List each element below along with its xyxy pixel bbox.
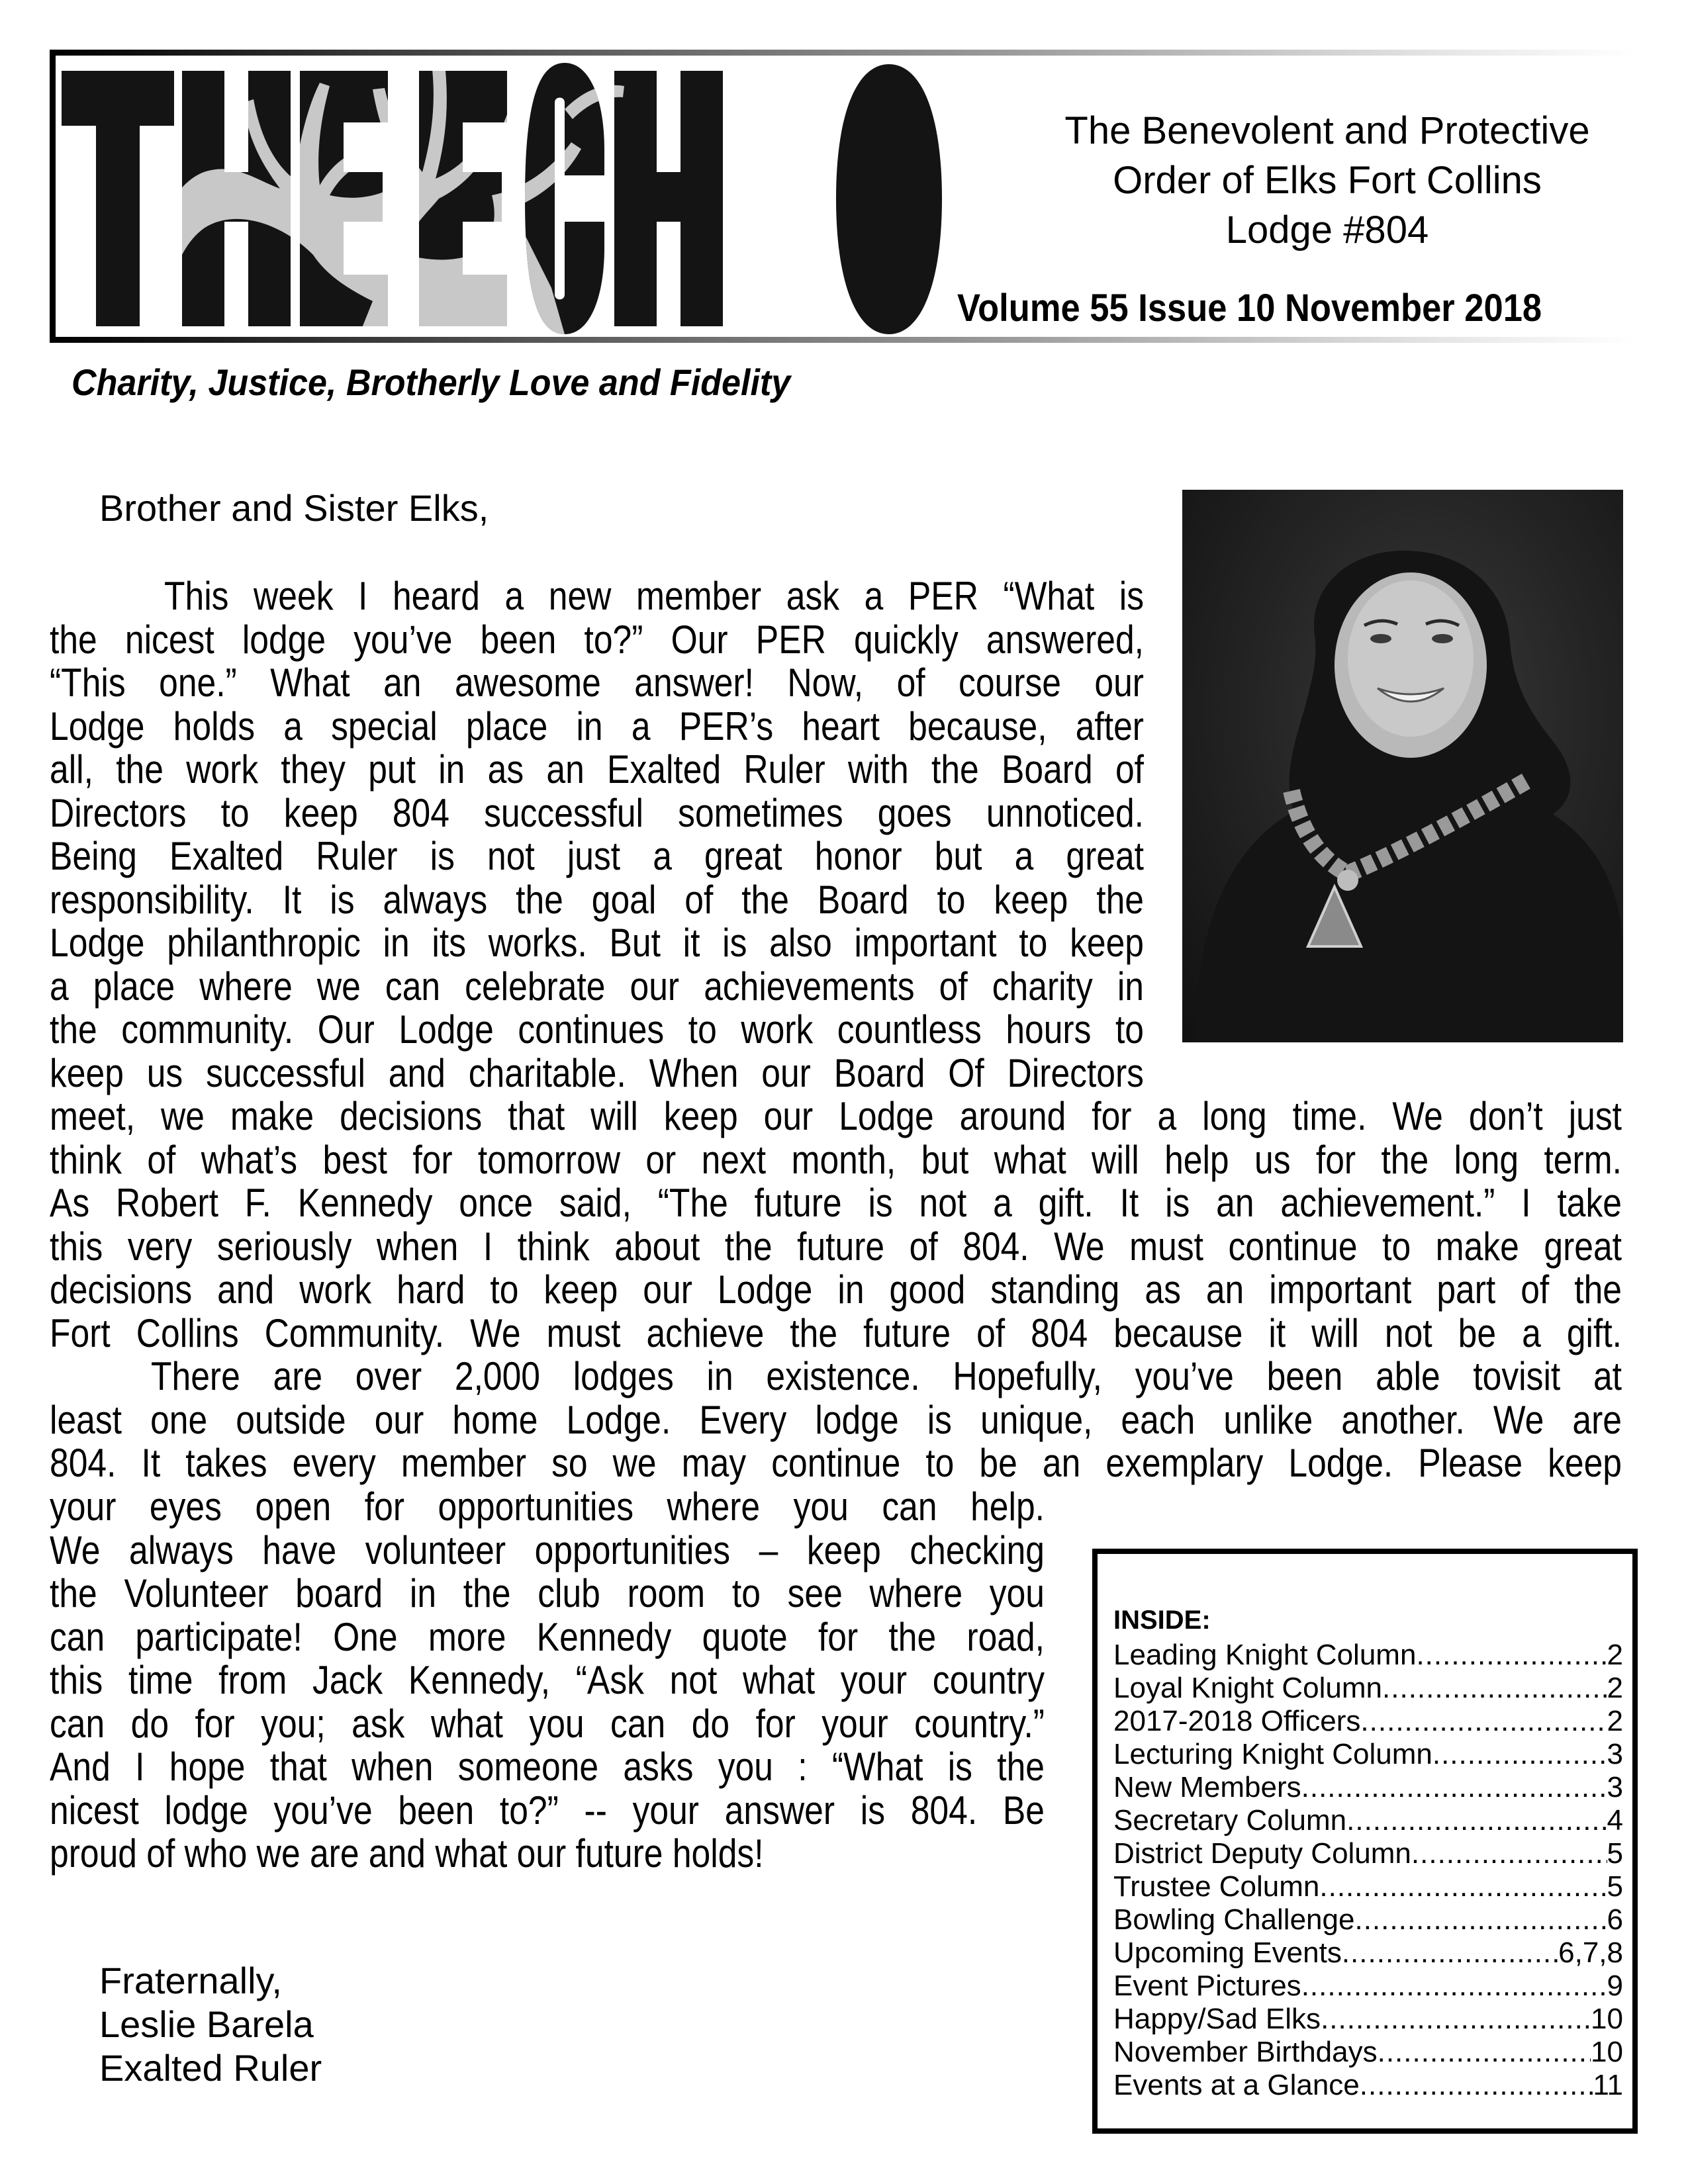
- toc-item-label: Bowling Challenge: [1113, 1903, 1355, 1936]
- greeting: Brother and Sister Elks,: [99, 487, 489, 529]
- letter-line: There are over 2,000 lodges in existence. Hopefully, you’ve been able tovisit at: [151, 1354, 1622, 1398]
- table-of-contents: [1113, 1639, 1623, 2102]
- toc-item-label: Upcoming Events: [1113, 1936, 1342, 1969]
- portrait-image: [1182, 490, 1623, 1042]
- toc-item: [1113, 1705, 1623, 1738]
- letter-line: Directors to keep 804 successful sometimes goes unnoticed.: [50, 790, 1144, 835]
- inside-contents-box: [1092, 1549, 1638, 2134]
- toc-leader-dots: [1301, 1970, 1607, 2003]
- masthead-bottom-rule: [50, 337, 1635, 343]
- toc-leader-dots: [1360, 1705, 1607, 1738]
- toc-item-label: November Birthdays: [1113, 2036, 1378, 2068]
- toc-leader-dots: [1411, 1837, 1607, 1870]
- organization-name: [1029, 106, 1625, 255]
- toc-leader-dots: [1432, 1738, 1607, 1771]
- toc-leader-dots: [1301, 1771, 1607, 1804]
- letter-line: As Robert F. Kennedy once said, “The future is not a gift. It is an achievement.” I take: [50, 1181, 1622, 1225]
- letter-line: meet, we make decisions that will keep our Lodge around for a long time. We don’t just: [50, 1094, 1622, 1138]
- toc-item-page: 6,7,8: [1558, 1936, 1623, 1969]
- toc-item-label: 2017-2018 Officers: [1113, 1705, 1361, 1737]
- signer-title: Exalted Ruler: [99, 2047, 322, 2089]
- toc-item-page: 2: [1607, 1639, 1623, 1671]
- toc-leader-dots: [1382, 1672, 1607, 1705]
- letter-line: can participate! One more Kennedy quote for the road,: [50, 1614, 1045, 1659]
- toc-item-label: Lecturing Knight Column: [1113, 1738, 1432, 1770]
- letter-line: this time from Jack Kennedy, “Ask not what your country: [50, 1658, 1045, 1702]
- volume-issue-date: Volume 55 Issue 10 November 2018: [957, 287, 1542, 330]
- letter-line: Lodge philanthropic in its works. But it is also important to keep: [50, 921, 1144, 965]
- toc-item-page: 5: [1607, 1870, 1623, 1903]
- toc-item-page: 4: [1607, 1804, 1623, 1837]
- toc-item-page: 3: [1607, 1771, 1623, 1803]
- toc-item-page: 2: [1607, 1705, 1623, 1737]
- letter-line: And I hope that when someone asks you : “What is the: [50, 1745, 1045, 1789]
- letter-line: We always have volunteer opportunities – keep checking: [50, 1527, 1045, 1572]
- toc-item: [1113, 1837, 1623, 1870]
- toc-item: [1113, 2003, 1623, 2036]
- toc-item-label: Happy/Sad Elks: [1113, 2003, 1321, 2035]
- letter-line: the nicest lodge you’ve been to?” Our PER quickly answered,: [50, 617, 1144, 662]
- toc-leader-dots: [1321, 2003, 1591, 2036]
- letter-line: Being Exalted Ruler is not just a great honor but a great: [50, 834, 1144, 878]
- toc-item: [1113, 2036, 1623, 2069]
- toc-item-page: 2: [1607, 1672, 1623, 1704]
- letter-line: the Volunteer board in the club room to see where you: [50, 1571, 1045, 1615]
- letter-line: responsibility. It is always the goal of the Board to keep the: [50, 877, 1144, 922]
- toc-leader-dots: [1378, 2036, 1591, 2069]
- exalted-ruler-photo: [1182, 490, 1623, 1042]
- toc-item-label: District Deputy Column: [1113, 1837, 1411, 1870]
- letter-line: keep us successful and charitable. When our Board Of Directors: [50, 1050, 1144, 1095]
- masthead-top-rule: [50, 50, 1635, 56]
- toc-leader-dots: [1342, 1936, 1558, 1970]
- toc-item: [1113, 1639, 1623, 1672]
- letter-line: decisions and work hard to keep our Lodge in good standing as an important part of the: [50, 1267, 1622, 1312]
- letter-line: This week I heard a new member ask a PER “What is: [164, 574, 1144, 618]
- toc-item-page: 3: [1607, 1738, 1623, 1770]
- toc-leader-dots: [1360, 2069, 1593, 2102]
- letter-line: 804. It takes every member so we may continue to be an exemplary Lodge. Please keep: [50, 1441, 1622, 1485]
- inside-title: INSIDE:: [1113, 1606, 1211, 1635]
- toc-item-page: 9: [1607, 1970, 1623, 2002]
- letter-line: can do for you; ask what you can do for your country.”: [50, 1701, 1045, 1746]
- letter-line: proud of who we are and what our future holds!: [50, 1831, 764, 1876]
- signer-name: Leslie Barela: [99, 2003, 314, 2045]
- closing: Fraternally,: [99, 1960, 282, 2001]
- org-line-3: Lodge #804: [1225, 208, 1429, 251]
- toc-item-label: Trustee Column: [1113, 1870, 1320, 1903]
- org-line-1: The Benevolent and Protective: [1064, 109, 1590, 152]
- letter-line: all, the work they put in as an Exalted Ruler with the Board of: [50, 747, 1144, 792]
- toc-leader-dots: [1354, 1903, 1607, 1936]
- toc-item: [1113, 1672, 1623, 1705]
- toc-item-label: Leading Knight Column: [1113, 1639, 1417, 1671]
- toc-item: [1113, 1903, 1623, 1936]
- letter-line: Fort Collins Community. We must achieve the future of 804 because it will not be a gift.: [50, 1310, 1622, 1355]
- masthead: [50, 50, 1638, 349]
- letter-line: the community. Our Lodge continues to work countless hours to: [50, 1007, 1144, 1052]
- toc-item: [1113, 1771, 1623, 1804]
- toc-leader-dots: [1416, 1639, 1607, 1672]
- letter-line: your eyes open for opportunities where you can help.: [50, 1484, 1045, 1529]
- toc-item-label: Secretary Column: [1113, 1804, 1347, 1837]
- toc-item-page: 10: [1591, 2036, 1623, 2068]
- masthead-left-rule: [50, 50, 56, 343]
- letter-line: least one outside our home Lodge. Every lodge is unique, each unlike another. We are: [50, 1397, 1622, 1442]
- toc-item-page: 6: [1607, 1903, 1623, 1936]
- toc-leader-dots: [1346, 1804, 1607, 1837]
- toc-item-label: Event Pictures: [1113, 1970, 1301, 2002]
- letter-line: think of what’s best for tomorrow or next month, but what will help us for the long term.: [50, 1137, 1622, 1182]
- letter-line: this very seriously when I think about the future of 804. We must continue to make great: [50, 1224, 1622, 1269]
- toc-item: [1113, 1804, 1623, 1837]
- toc-item: [1113, 1738, 1623, 1771]
- toc-leader-dots: [1319, 1870, 1607, 1903]
- toc-item-page: 10: [1591, 2003, 1623, 2035]
- toc-item: [1113, 1870, 1623, 1903]
- letter-line: a place where we can celebrate our achievements of charity in: [50, 964, 1144, 1009]
- toc-item: [1113, 1936, 1623, 1970]
- toc-item: [1113, 1970, 1623, 2003]
- tagline: Charity, Justice, Brotherly Love and Fidelity: [71, 361, 791, 403]
- toc-item: [1113, 2069, 1623, 2102]
- letter-line: Lodge holds a special place in a PER’s heart because, after: [50, 704, 1144, 749]
- org-line-2: Order of Elks Fort Collins: [1113, 159, 1542, 202]
- letter-line: nicest lodge you’ve been to?” -- your answer is 804. Be: [50, 1788, 1045, 1833]
- toc-item-label: Events at a Glance: [1113, 2069, 1360, 2101]
- toc-item-page: 11: [1593, 2069, 1623, 2101]
- letter-line: “This one.” What an awesome answer! Now, of course our: [50, 660, 1144, 705]
- toc-item-page: 5: [1607, 1837, 1623, 1870]
- toc-item-label: New Members: [1113, 1771, 1301, 1803]
- the-echo-logo: [62, 63, 949, 334]
- toc-item-label: Loyal Knight Column: [1113, 1672, 1383, 1704]
